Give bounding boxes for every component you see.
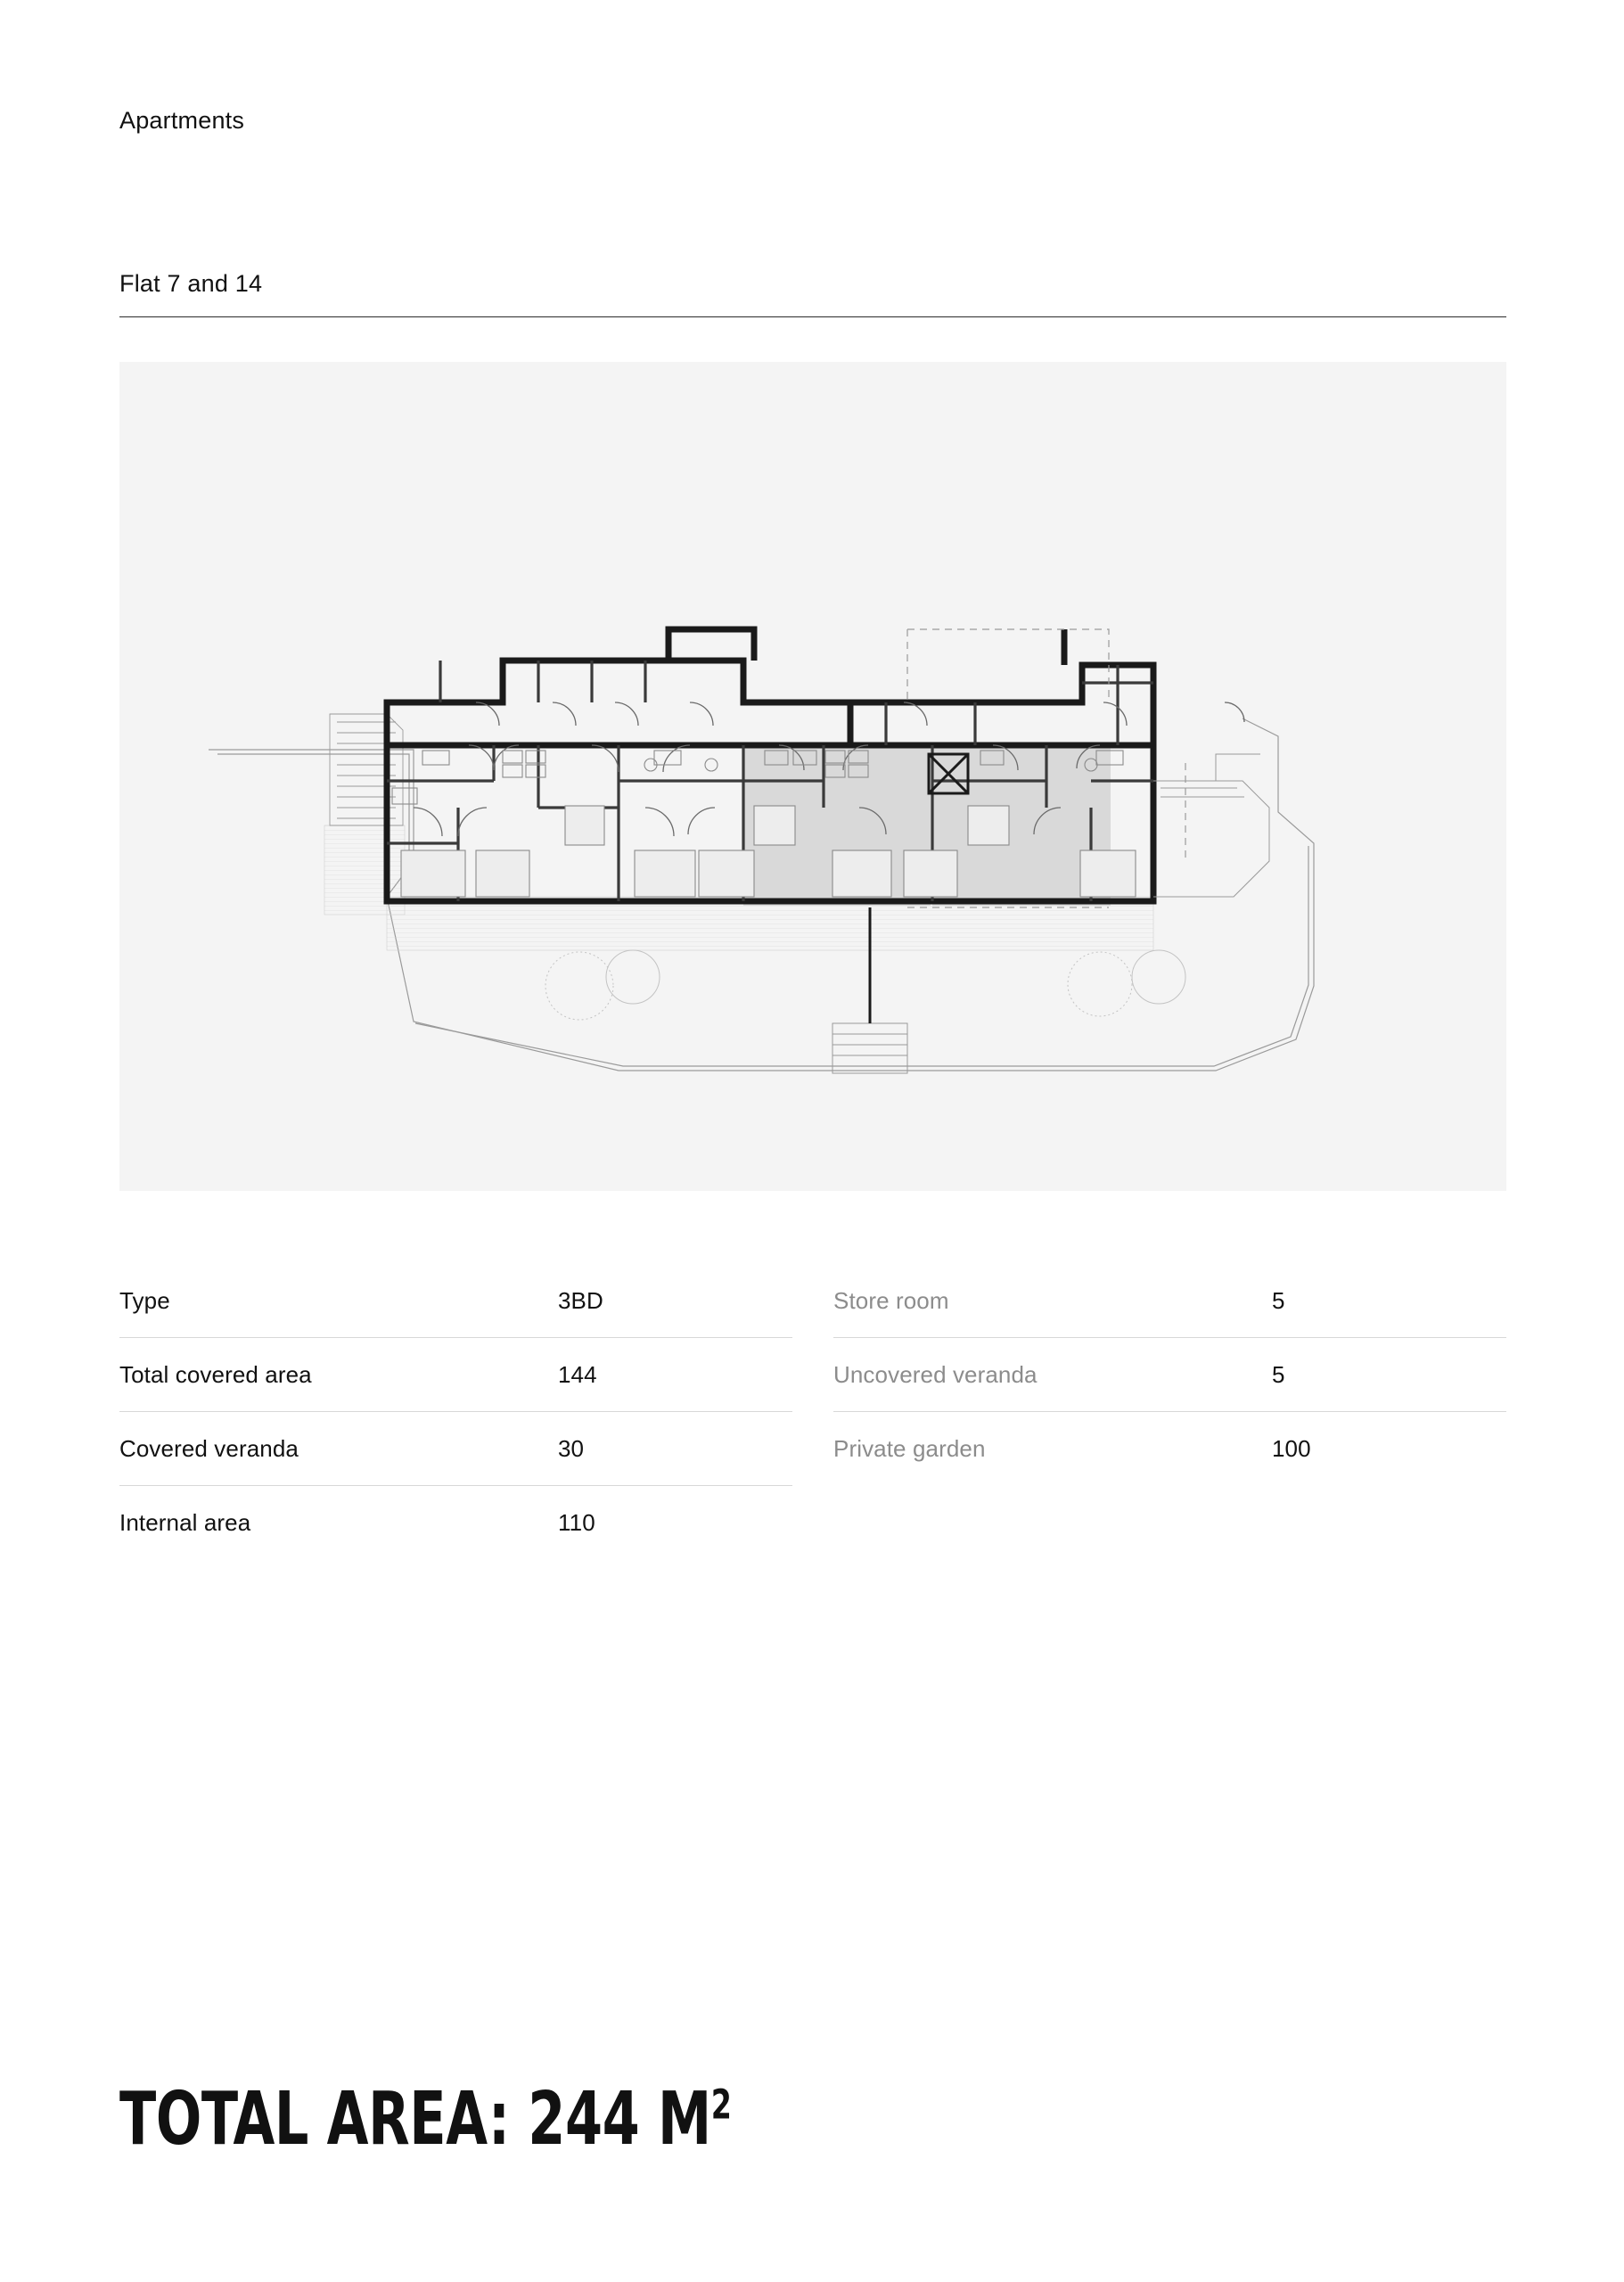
spec-value: 3BD: [558, 1287, 603, 1314]
table-row: [119, 1412, 792, 1486]
table-row: [833, 1264, 1506, 1338]
table-row: [833, 1412, 1506, 1485]
total-area-superscript: 2: [710, 2081, 732, 2129]
right-terrace: [1153, 754, 1269, 897]
floor-plan-svg: [119, 362, 1506, 1191]
table-row: [833, 1338, 1506, 1412]
spec-value: 30: [558, 1435, 585, 1462]
spec-label: Internal area: [119, 1509, 251, 1536]
total-area-text: TOTAL AREA: 244 M: [119, 2077, 711, 2162]
tree-symbols: [545, 950, 1185, 1020]
stair-left: [330, 714, 403, 825]
spec-label: Covered veranda: [119, 1435, 299, 1462]
table-row: [119, 1264, 792, 1338]
total-area-heading: [119, 2077, 732, 2162]
spec-table-secondary: [833, 1264, 1506, 1559]
spec-label: Type: [119, 1287, 170, 1314]
spec-value: 5: [1272, 1361, 1285, 1388]
spec-tables: [119, 1264, 1506, 1559]
page-title: Flat 7 and 14: [119, 270, 263, 297]
spec-label: Store room: [833, 1287, 949, 1314]
spec-value: 5: [1272, 1287, 1285, 1314]
spec-value: 100: [1272, 1435, 1311, 1462]
floor-plan-panel: [119, 362, 1506, 1191]
spec-table-primary: [119, 1264, 792, 1559]
page-kicker: Apartments: [119, 107, 245, 134]
spec-value: 110: [558, 1509, 595, 1536]
table-row: [119, 1338, 792, 1412]
spec-label: Private garden: [833, 1435, 986, 1462]
title-divider: [119, 316, 1506, 317]
spec-label: Uncovered veranda: [833, 1361, 1038, 1388]
table-row: [119, 1486, 792, 1559]
spec-label: Total covered area: [119, 1361, 312, 1388]
spec-value: 144: [558, 1361, 597, 1388]
